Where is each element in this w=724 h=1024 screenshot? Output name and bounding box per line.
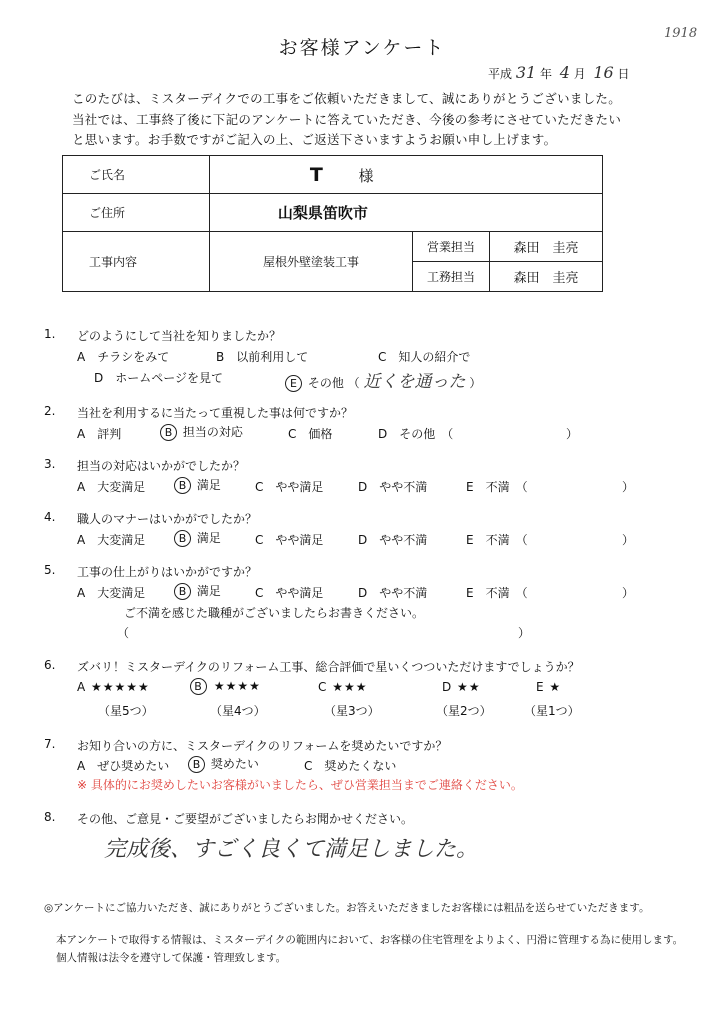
date-day: 16	[593, 63, 614, 82]
q4-option-c: C やや満足	[255, 533, 324, 547]
q3-option-d: D やや不満	[358, 480, 428, 494]
q5-option-b-label: 満足	[196, 584, 221, 598]
intro-text	[72, 89, 621, 151]
q3-option-e: E 不満 （	[466, 480, 528, 494]
q3-option-c: C やや満足	[255, 480, 324, 494]
q8-handwritten-answer: 完成後、すごく良くて満足しました。	[104, 837, 479, 862]
selected-circle-mark: B	[188, 756, 205, 773]
q6-b-caption: （星4つ）	[210, 704, 266, 718]
q6-option-b	[190, 678, 261, 695]
q6-option-c: C ★★★	[318, 680, 368, 694]
q5-paren-open: （	[117, 626, 130, 640]
q5-option-c: C やや満足	[255, 586, 324, 600]
q2-option-b-label: 担当の対応	[182, 425, 243, 439]
date-month: 4	[559, 63, 570, 82]
q1-number: 1.	[44, 327, 56, 341]
q5-option-e: E 不満 （	[466, 586, 528, 600]
q5-number: 5.	[44, 563, 56, 577]
q3-option-b	[174, 476, 221, 494]
q7-option-c: C 奨めたくない	[304, 759, 397, 773]
q3-number: 3.	[44, 457, 56, 471]
selected-circle-mark: B	[190, 678, 207, 695]
q3-option-a: A 大変満足	[77, 480, 146, 494]
q4-text: 職人のマナーはいかがでしたか？	[77, 512, 258, 526]
q5-sub-text: ご不満を感じた職種がございましたらお書きください。	[124, 606, 425, 620]
q2-option-b	[160, 423, 243, 441]
q1-option-c: C 知人の紹介で	[378, 350, 471, 364]
q4-option-a: A 大変満足	[77, 533, 146, 547]
q5-option-b	[174, 582, 221, 600]
q4-paren-close: ）	[622, 533, 635, 547]
name-label: ご氏名	[63, 156, 210, 194]
q2-option-c: C 価格	[288, 427, 333, 441]
q8-text: その他、ご意見・ご要望がございましたらお聞かせください。	[77, 812, 414, 826]
customer-name: T	[309, 163, 323, 186]
q1-text: どのようにして当社を知りましたか？	[77, 329, 282, 343]
selected-circle-mark: B	[160, 424, 177, 441]
q4-option-b-label: 満足	[196, 531, 221, 545]
q1-option-a: A チラシをみて	[77, 350, 170, 364]
survey-date	[488, 63, 630, 82]
q2-paren-close: ）	[566, 427, 579, 441]
name-suffix: 様	[358, 166, 374, 185]
q2-text: 当社を利用するに当たって重視した事は何ですか？	[77, 406, 354, 420]
selected-circle-mark: B	[174, 477, 191, 494]
q1-handwritten-answer: 近くを通った	[363, 372, 466, 392]
q2-option-d: D その他 （	[378, 427, 454, 441]
engineering-label: 工務担当	[413, 262, 490, 292]
selected-circle-mark: E	[285, 375, 302, 392]
date-year-unit: 年	[540, 67, 553, 81]
sales-person: 森田 圭亮	[490, 232, 603, 262]
q1-paren-open: （	[347, 376, 360, 390]
q6-text: ズバリ！ミスターデイクのリフォーム工事、総合評価で星いくつついただけますでしょうか？	[77, 660, 580, 674]
q5-paren-close: ）	[622, 586, 635, 600]
q1-option-d: D ホームページを見て	[94, 371, 224, 385]
q1-paren-close: ）	[469, 376, 482, 390]
q3-text: 担当の対応はいかがでしたか？	[77, 459, 246, 473]
sales-label: 営業担当	[413, 232, 490, 262]
q6-number: 6.	[44, 658, 56, 672]
name-cell	[210, 156, 603, 194]
q5-text: 工事の仕上がりはいかがですか？	[77, 565, 258, 579]
q2-number: 2.	[44, 404, 56, 418]
q8-number: 8.	[44, 810, 56, 824]
q6-option-b-label: ★★★★	[213, 679, 261, 693]
q4-option-b	[174, 529, 221, 547]
q7-option-b	[188, 755, 259, 773]
q6-e-caption: （星1つ）	[524, 704, 580, 718]
q6-d-caption: （星2つ）	[436, 704, 492, 718]
q7-text: お知り合いの方に、ミスターデイクのリフォームを奨めたいですか？	[77, 739, 448, 753]
q4-number: 4.	[44, 510, 56, 524]
q1-option-e-label: その他	[307, 376, 344, 390]
q6-c-caption: （星3つ）	[324, 704, 380, 718]
q5-option-d: D やや不満	[358, 586, 428, 600]
q5-option-a: A 大変満足	[77, 586, 146, 600]
q4-option-d: D やや不満	[358, 533, 428, 547]
date-era: 平成	[488, 67, 513, 81]
q1-option-b: B 以前利用して	[216, 350, 309, 364]
q2-option-a: A 評判	[77, 427, 122, 441]
address-label: ご住所	[63, 194, 210, 232]
address-cell	[210, 194, 603, 232]
q6-option-d: D ★★	[442, 680, 481, 694]
q6-option-e: E ★	[536, 680, 562, 694]
survey-title: お客様アンケート	[278, 37, 446, 59]
selected-circle-mark: B	[174, 530, 191, 547]
q3-option-b-label: 満足	[196, 478, 221, 492]
q7-option-b-label: 奨めたい	[210, 757, 259, 771]
date-month-unit: 月	[573, 67, 586, 81]
q4-option-e: E 不満 （	[466, 533, 528, 547]
intro-line: 当社では、工事終了後に下記のアンケートに答えていただき、今後の参考にさせていただきたい	[72, 111, 622, 127]
intro-line: と思います。お手数ですがご記入の上、ご返送下さいますようお願い申し上げます。	[72, 132, 557, 147]
customer-address: 山梨県笛吹市	[277, 204, 368, 222]
footer-thanks: ◎アンケートにご協力いただき、誠にありがとうございました。お答えいただきましたお客様には粗品を送らせていただきます。	[44, 902, 650, 914]
work-content: 屋根外壁塗装工事	[210, 232, 413, 292]
q7-note: ※ 具体的にお奨めしたいお客様がいましたら、ぜひ営業担当までご連絡ください。	[77, 778, 523, 792]
footer-privacy-line-1: 本アンケートで取得する情報は、ミスターデイクの範囲内において、お客様の住宅管理をよりよく、円滑に管理する為に使用します。	[56, 934, 684, 946]
q5-paren-close-2: ）	[518, 626, 531, 640]
selected-circle-mark: B	[174, 583, 191, 600]
q7-option-a: A ぜひ奨めたい	[77, 759, 170, 773]
customer-info-table	[62, 155, 603, 292]
date-year: 31	[515, 63, 537, 82]
work-label: 工事内容	[63, 232, 210, 292]
intro-line: このたびは、ミスターデイクでの工事をご依頼いただきまして、誠にありがとうございました。	[72, 91, 622, 106]
q1-option-e	[285, 367, 481, 392]
q7-number: 7.	[44, 737, 56, 751]
date-day-unit: 日	[617, 67, 630, 81]
q6-a-caption: （星5つ）	[98, 704, 154, 718]
engineering-person: 森田 圭亮	[490, 262, 603, 292]
q6-option-a: A ★★★★★	[77, 680, 150, 694]
footer-privacy-line-2: 個人情報は法令を遵守して保護・管理致します。	[56, 952, 287, 964]
corner-handwritten-number: 1918	[664, 26, 698, 41]
q3-paren-close: ）	[622, 480, 635, 494]
